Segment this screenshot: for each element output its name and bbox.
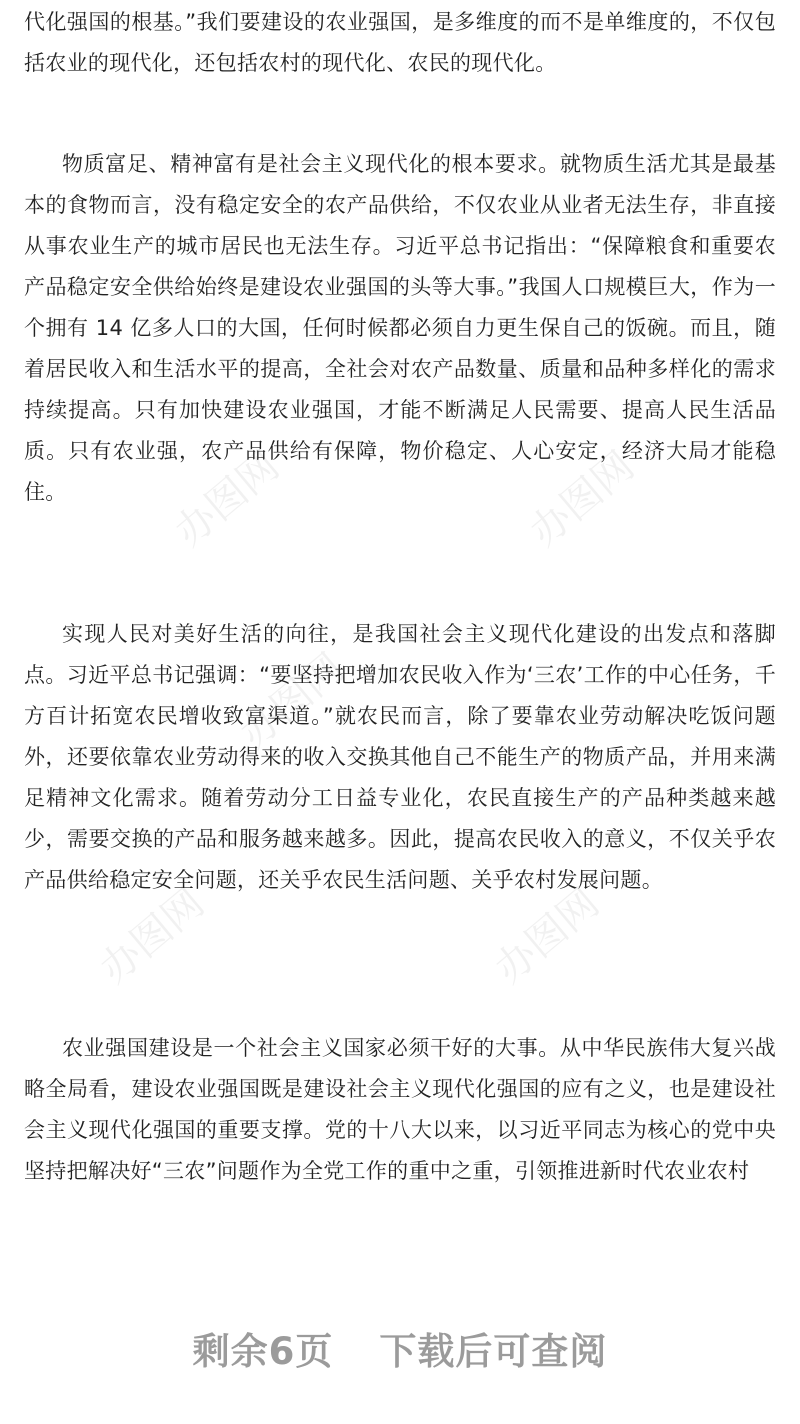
paragraph-2: 物质富足、精神富有是社会主义现代化的根本要求。就物质生活尤其是最基本的食物而言，没有稳定安全的农产品供给，不仅农业从业者无法生存，非直接从事农业生产的城市居民也无法生存。习近平总书记指出：“保障粮食和重要农产品稳定安全供给始终是建设农业强国的头等大事。”我国人口规模巨大，作为一个拥有 14 亿多人口的大国，任何时候都必须自力更生保自己的饭碗。而且，随着居民收入和生活水平的提高，全社会对农产品数量、质量和品种多样化的需求持续提高。只有加快建设农业强国，才能不断满足人民需要、提高人民生活品质。只有农业强，农产品供给有保障，物价稳定、人心安定，经济大局才能稳住。	[24, 152, 776, 504]
watermark: 办图网	[166, 442, 288, 556]
download-hint-label: 下载后可查阅	[379, 1330, 608, 1373]
download-prompt-banner[interactable]	[0, 1318, 800, 1378]
watermark: 办图网	[486, 879, 608, 993]
watermark: 办图网	[91, 879, 213, 993]
paragraph-3: 实现人民对美好生活的向往，是我国社会主义现代化建设的出发点和落脚点。习近平总书记强调：“要坚持把增加农民收入作为‘三农’工作的中心任务，千方百计拓宽农民增收致富渠道。”就农民而言，除了要靠农业劳动解决吃饭问题外，还要依靠农业劳动得来的收入交换其他自己不能生产的物质产品，并用来满足精神文化需求。随着劳动分工日益专业化，农民直接生产的产品种类越来越少，需要交换的产品和服务越来越多。因此，提高农民收入的意义，不仅关乎农产品供给稳定安全问题，还关乎农民生活问题、关乎农村发展问题。	[24, 622, 776, 892]
paragraph-1: 代化强国的根基。”我们要建设的农业强国，是多维度的而不是单维度的，不仅包括农业的现代化，还包括农村的现代化、农民的现代化。	[24, 10, 776, 75]
paragraph-4: 农业强国建设是一个社会主义国家必须干好的大事。从中华民族伟大复兴战略全局看，建设农业强国既是建设社会主义现代化强国的应有之义，也是建设社会主义现代化强国的重要支撑。党的十八大以来，以习近平同志为核心的党中央坚持把解决好“三农”问题作为全党工作的重中之重，引领推进新时代农业农村	[24, 1036, 776, 1183]
watermark: 办图网	[521, 442, 643, 556]
remaining-pages-label: 剩余6页	[192, 1330, 334, 1373]
watermark: 办图网	[231, 644, 353, 758]
